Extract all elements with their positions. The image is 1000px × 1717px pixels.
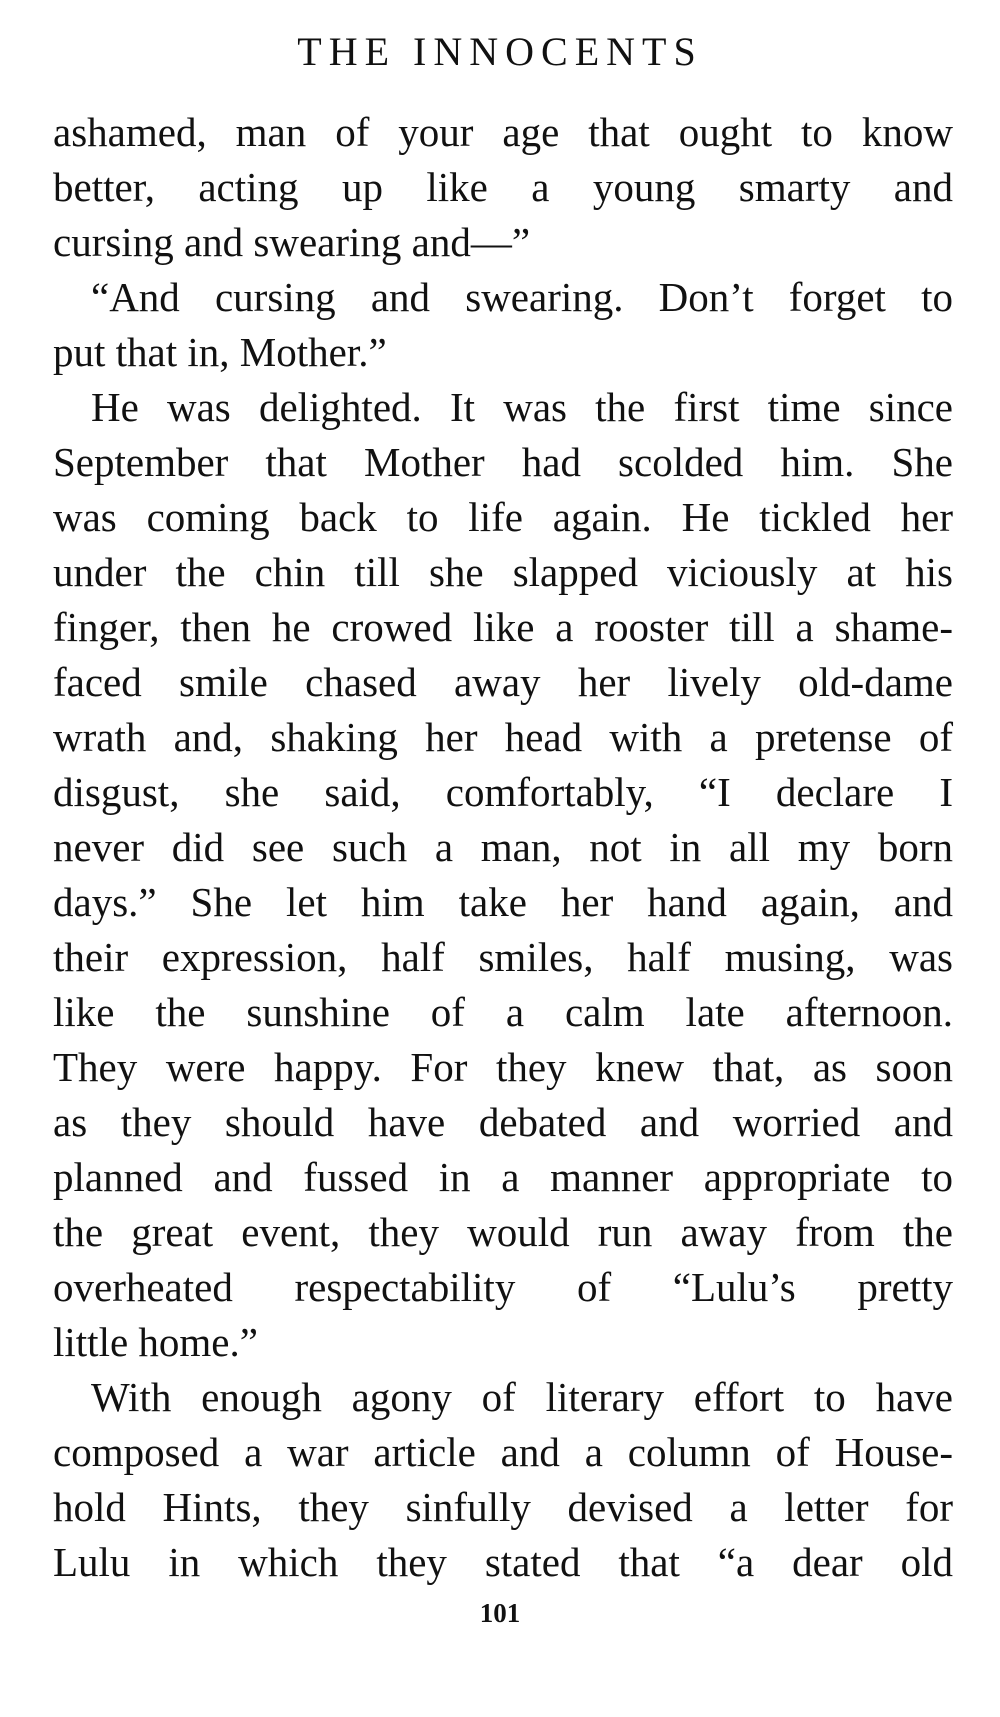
text-line: never did see such a man, not in all my born <box>53 824 953 870</box>
text-line: September that Mother had scolded him. She <box>53 439 953 485</box>
text-line: They were happy. For they knew that, as soon <box>53 1044 953 1090</box>
text-line: was coming back to life again. He tickled her <box>53 494 953 540</box>
text-line: composed a war article and a column of House- <box>53 1429 953 1475</box>
text-line: under the chin till she slapped viciously at his <box>53 549 953 595</box>
text-line: days.” She let him take her hand again, and <box>53 879 953 925</box>
body-text <box>53 105 953 1590</box>
text-line: wrath and, shaking her head with a pretense of <box>53 714 953 760</box>
text-line: put that in, Mother.” <box>53 329 387 375</box>
text-line: “And cursing and swearing. Don’t forget to <box>91 274 953 320</box>
text-line: cursing and swearing and—” <box>53 219 531 265</box>
text-line: their expression, half smiles, half musing, was <box>53 934 953 980</box>
text-line: like the sunshine of a calm late afternoon. <box>53 989 953 1035</box>
text-line: Lulu in which they stated that “a dear old <box>53 1539 953 1585</box>
text-line: disgust, she said, comfortably, “I declare I <box>53 769 953 815</box>
text-line: the great event, they would run away from the <box>53 1209 953 1255</box>
text-line: as they should have debated and worried and <box>53 1099 953 1145</box>
text-line: little home.” <box>53 1319 258 1365</box>
text-line: overheated respectability of “Lulu’s pretty <box>53 1264 953 1310</box>
text-line: planned and fussed in a manner appropriate to <box>53 1154 953 1200</box>
text-line: With enough agony of literary effort to have <box>91 1374 953 1420</box>
text-line: He was delighted. It was the first time since <box>91 384 953 430</box>
page-number: 101 <box>479 1598 521 1628</box>
text-line: better, acting up like a young smarty and <box>53 164 953 210</box>
text-line: finger, then he crowed like a rooster till a shame- <box>53 604 953 650</box>
text-line: faced smile chased away her lively old-dame <box>53 659 953 705</box>
text-line: hold Hints, they sinfully devised a letter for <box>53 1484 953 1530</box>
running-head: THE INNOCENTS <box>297 29 703 74</box>
text-line: ashamed, man of your age that ought to know <box>53 109 953 155</box>
